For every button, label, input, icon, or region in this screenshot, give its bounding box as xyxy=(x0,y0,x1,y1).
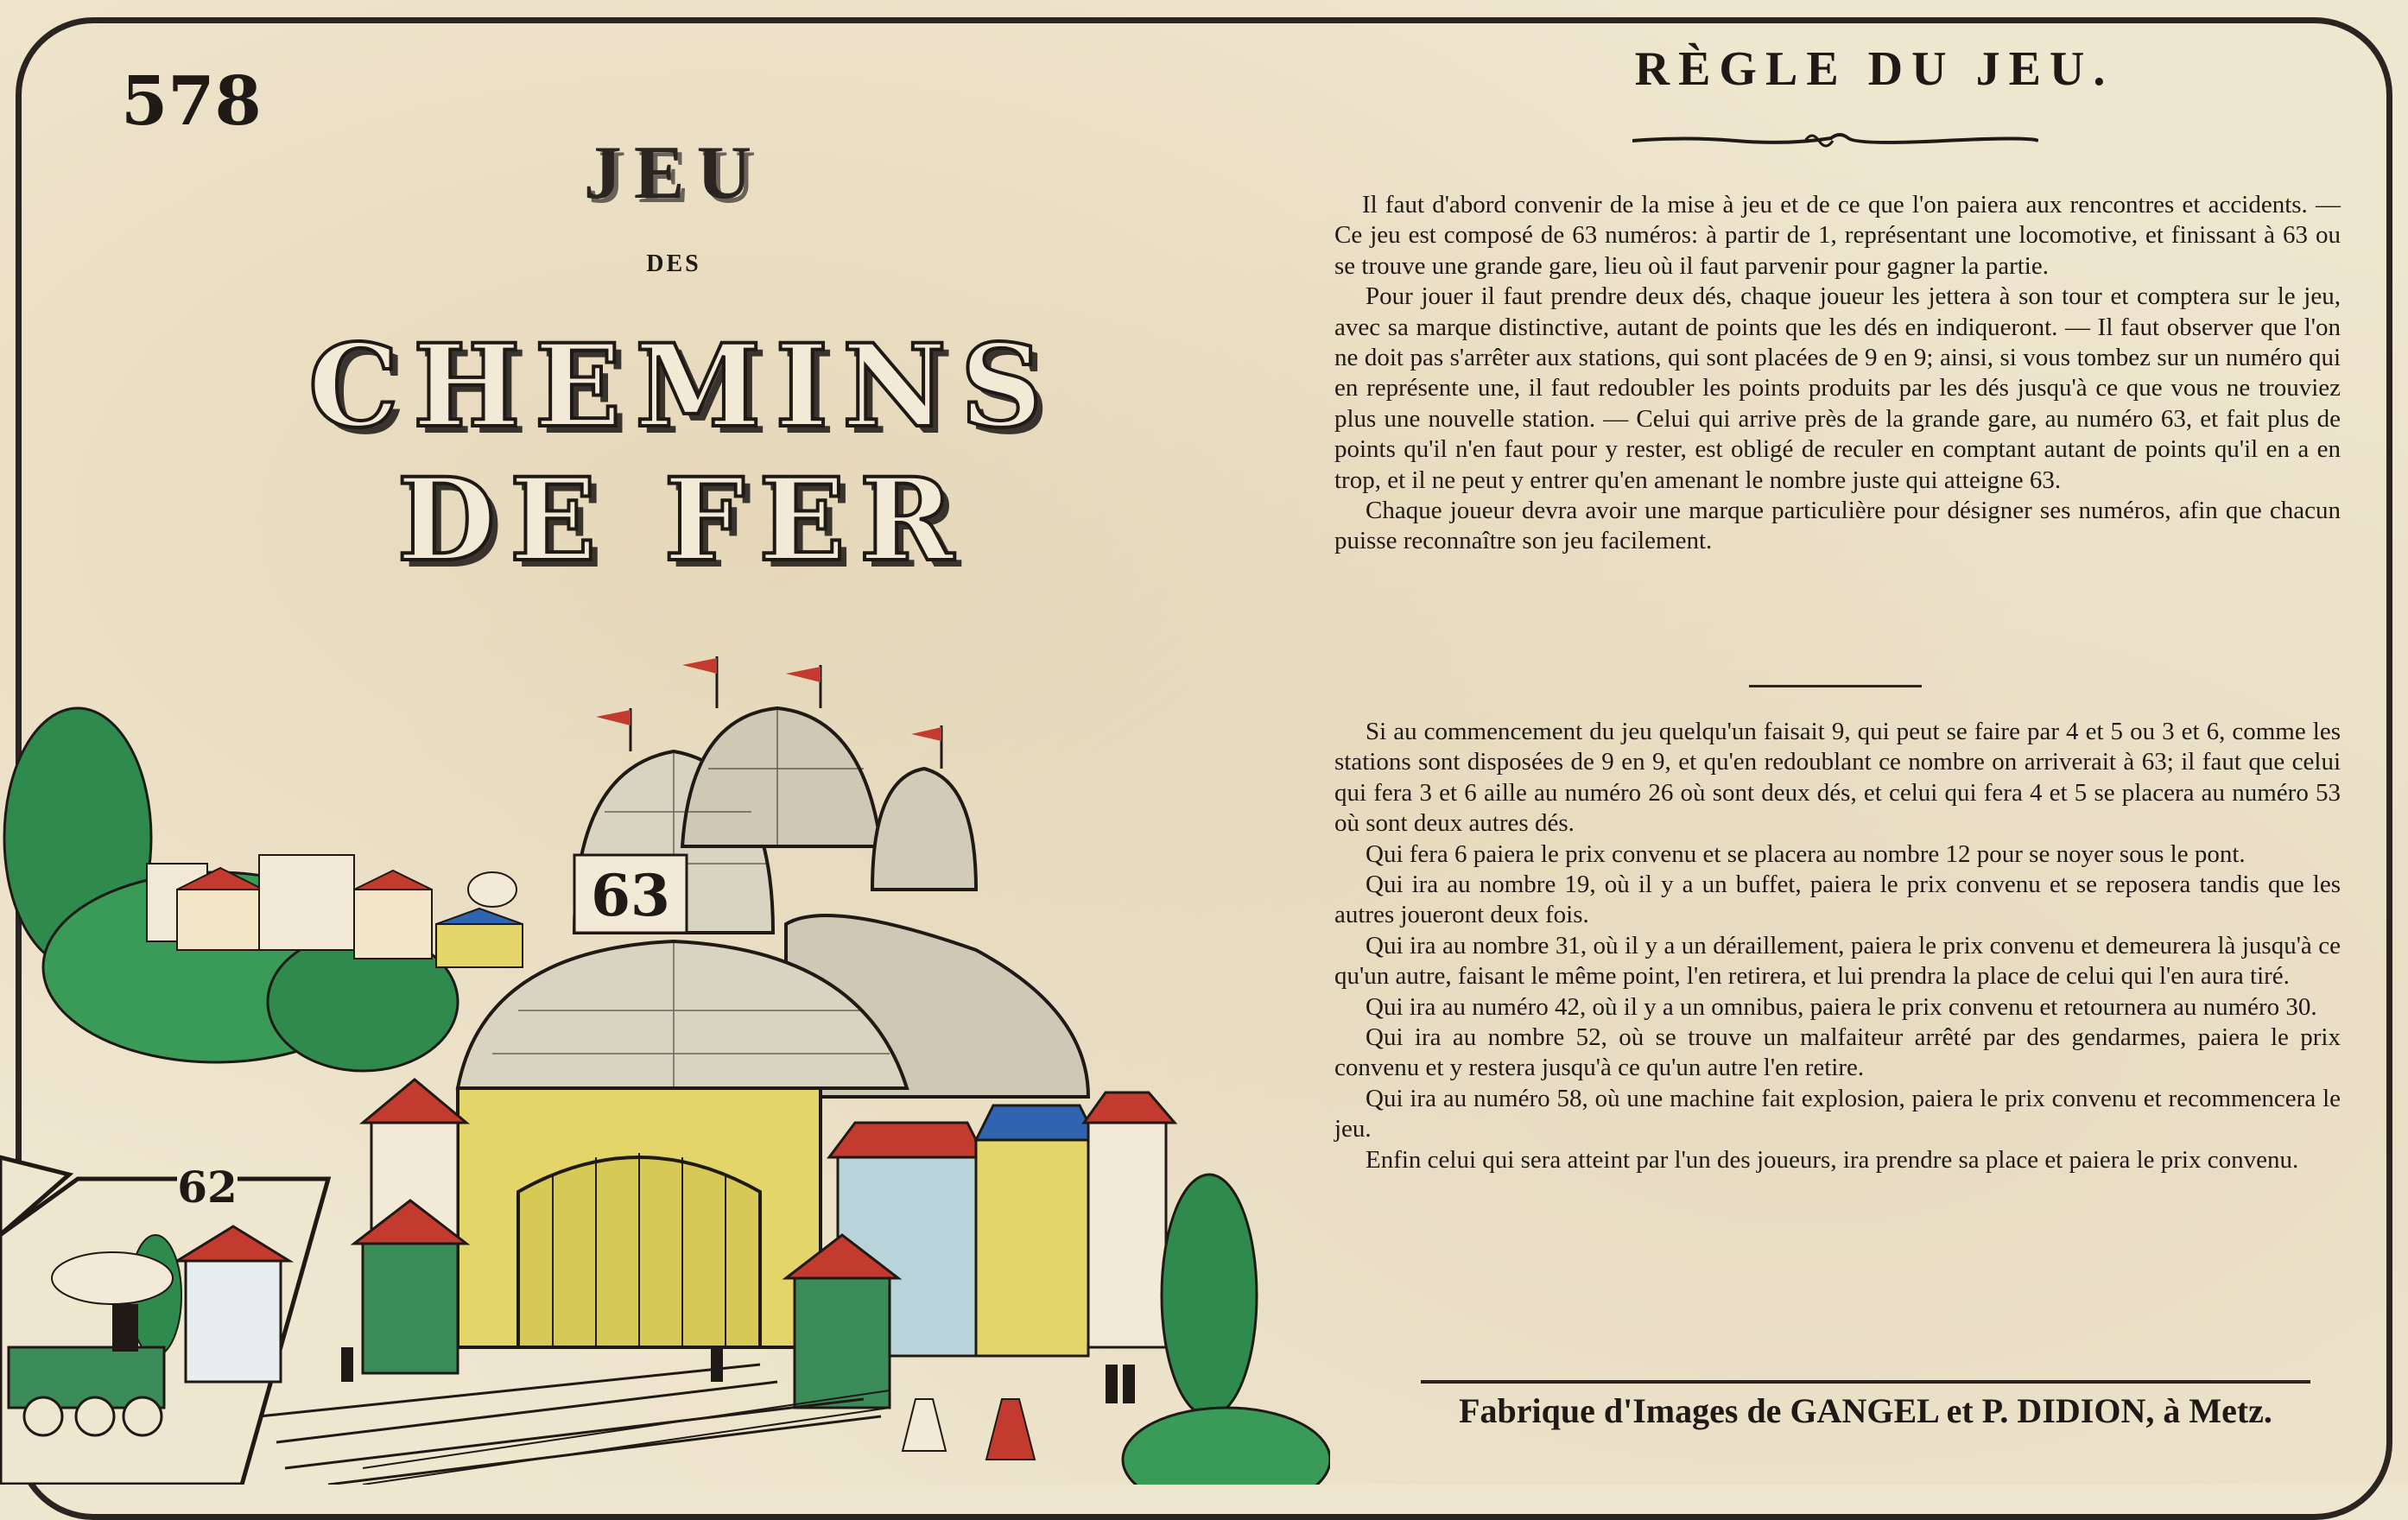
rule-paragraph: Qui ira au numéro 58, où une machine fait explosion, paiera le prix convenu et recommencera le jeu. xyxy=(1334,1084,2341,1143)
rule-paragraph: Qui ira au nombre 52, où se trouve un malfaiteur arrêté par des gendarmes, paiera le prix convenu et y restera jusqu'à ce qu'un autre l'en retire. xyxy=(1334,1023,2341,1082)
rule-paragraph: Pour jouer il faut prendre deux dés, chaque joueur les jettera à son tour et comptera sur le jeu, avec sa marque distinctive, autant de points que les dés en indiqueront. — Il faut observer que l'on ne doit pas s'arrêter aux stations, qui sont placées de 9 en 9; ainsi, si vous tombez sur un numéro qui en représente une, il faut redoubler les points produits par les dés jusqu'à ce que vous ne trouviez plus une nouvelle station. — Celui qui arrive près de la grande gare, au numéro 63, et fait plus de points qu'il n'en faut pour y rester, est obligé de reculer en comptant autant de points qu'il en a en trop, et il ne peut y entrer qu'en amenant le nombre juste qui atteigne 63. xyxy=(1334,282,2341,494)
station-facade xyxy=(458,1088,821,1347)
rule-paragraph: Enfin celui qui sera atteint par l'un des joueurs, ira prendre sa place et paiera le prix convenu. xyxy=(1366,1145,2299,1174)
rule-paragraph: Qui ira au nombre 19, où il y a un buffet, paiera le prix convenu et se reposera tandis que les autres joueront deux fois. xyxy=(1334,871,2341,929)
distant-town xyxy=(147,855,523,967)
publisher-imprint: Fabrique d'Images de GANGEL et P. DIDION, à Metz. xyxy=(1459,1391,2272,1430)
title-jeu: JEU xyxy=(583,131,764,215)
rule-paragraph: Qui ira au numéro 42, où il y a un omnibus, paiera le prix convenu et retournera au numéro 30. xyxy=(1366,992,2317,1021)
rule-paragraph: Qui fera 6 paiera le prix convenu et se placera au nombre 12 pour se noyer sous le pont. xyxy=(1366,839,2246,868)
title-des: DES xyxy=(646,250,701,277)
rule-paragraph: Il faut d'abord convenir de la mise à jeu et de ce que l'on paiera aux rencontres et accidents. — Ce jeu est composé de 63 numéros: à partir de 1, représentant une locomotive, et finissant à 63 ou se trouve une grande gare, lieu où il faut parvenir pour gagner la partie. xyxy=(1334,191,2341,280)
square-62 xyxy=(0,1162,328,1485)
rules-heading: RÈGLE DU JEU. xyxy=(1634,42,2114,96)
title-chemins-de-fer: CHEMINS DE FER xyxy=(307,320,1057,587)
figures xyxy=(341,1347,1135,1460)
flourish-ornament xyxy=(1632,128,2038,154)
railway-tracks xyxy=(259,1365,881,1485)
rule-paragraph: Si au commencement du jeu quelqu'un faisait 9, qui peut se faire par 4 et 5 ou 3 et 6, comme les stations sont disposées de 9 en 9, et qu'en redoublant ce nombre on arriverait à 63; il faut que celui qui fera 3 et 6 aille au numéro 26 où sont deux dés, et celui qui fera 4 et 5 se placera au numéro 53 où sont deux autres dés. xyxy=(1334,718,2341,838)
station-63-plaque xyxy=(574,855,687,933)
rule-paragraph: Qui ira au nombre 31, où il y a un déraillement, paiera le prix convenu et demeurera là jusqu'à ce qu'un autre, faisant le même point, l'en retirera, et lui prendra la place de celui qui l'en aura tiré. xyxy=(1334,931,2341,991)
footer-rule xyxy=(1421,1380,2310,1384)
square-62-number: 62 xyxy=(177,1162,238,1213)
sheet-number: 578 xyxy=(121,62,262,141)
section-divider xyxy=(1749,685,1922,687)
station-63-number: 63 xyxy=(591,862,670,929)
rules-part-1 xyxy=(1334,190,2341,557)
right-pavilions xyxy=(786,1092,1175,1408)
station-illustration xyxy=(0,639,1330,1485)
left-pavilions xyxy=(354,1080,466,1373)
glass-domes xyxy=(458,708,1088,1097)
rules-part-2 xyxy=(1334,717,2341,1175)
rule-paragraph: Chaque joueur devra avoir une marque particulière pour désigner ses numéros, afin que chacun puisse reconnaître son jeu facilement. xyxy=(1334,497,2341,555)
